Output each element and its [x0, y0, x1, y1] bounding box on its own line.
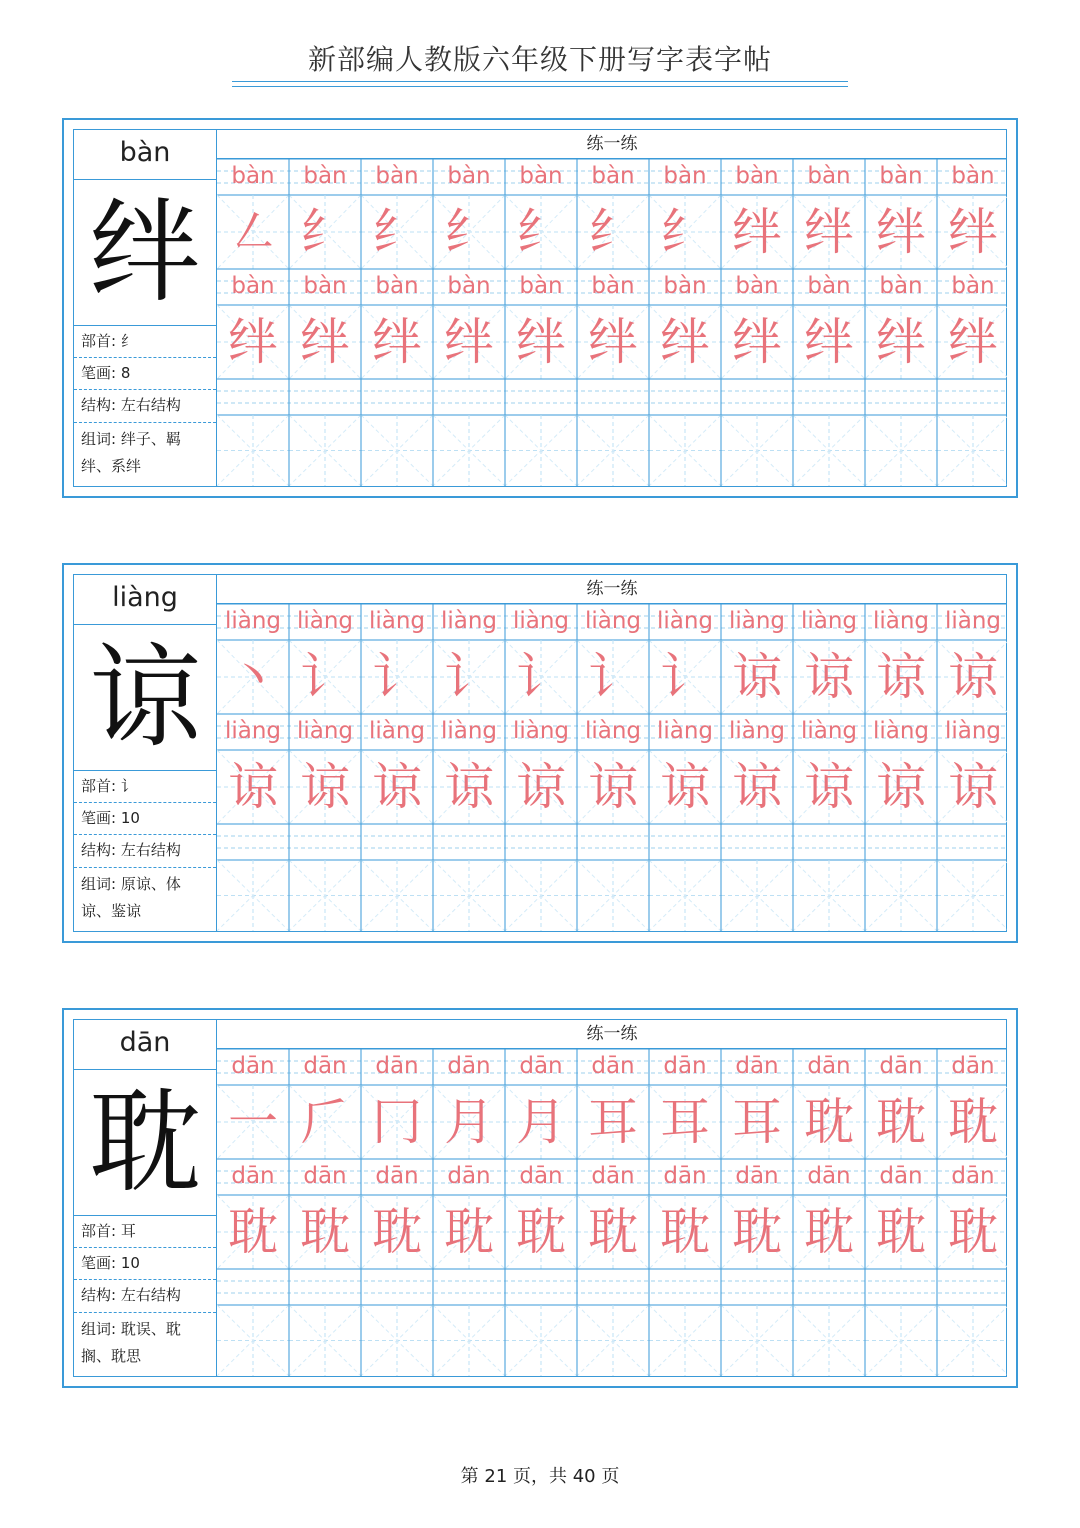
radical-info: 部首: 讠 [74, 771, 216, 803]
trace-character: 耽 [300, 1203, 350, 1261]
trace-stroke-character: 纟 [588, 203, 638, 261]
main-character: 谅 [74, 625, 216, 771]
trace-character: 谅 [732, 758, 782, 816]
practice-pinyin: bàn [375, 273, 419, 299]
trace-character: 绊 [588, 313, 638, 371]
practice-pinyin: dān [519, 1163, 563, 1189]
practice-pinyin: bàn [807, 273, 851, 299]
trace-stroke-character: 耽 [804, 1093, 854, 1151]
practice-pinyin: dān [663, 1053, 707, 1079]
practice-pinyin: dān [447, 1163, 491, 1189]
trace-stroke-character: 纟 [660, 203, 710, 261]
practice-pinyin: bàn [951, 273, 995, 299]
trace-stroke-character: 谅 [876, 648, 926, 706]
page-title: 新部编人教版六年级下册写字表字帖 [307, 43, 772, 76]
trace-stroke-character: 讠 [372, 648, 422, 706]
trace-stroke-character: 讠 [588, 648, 638, 706]
practice-pinyin: bàn [591, 163, 635, 189]
practice-pinyin: dān [375, 1163, 419, 1189]
trace-stroke-character: 耳 [732, 1093, 782, 1151]
practice-pinyin: dān [231, 1053, 275, 1079]
practice-pinyin: dān [519, 1053, 563, 1079]
practice-pinyin: bàn [447, 273, 491, 299]
trace-character: 耽 [876, 1203, 926, 1261]
practice-pinyin: liàng [296, 718, 354, 744]
practice-pinyin: liàng [368, 608, 426, 634]
practice-pinyin: dān [879, 1053, 923, 1079]
practice-pinyin: bàn [591, 273, 635, 299]
character-info-panel [74, 575, 217, 931]
title-underline-2 [232, 86, 848, 87]
practice-heading: 练一练 [217, 575, 1007, 604]
trace-stroke-character: 一 [228, 1093, 278, 1151]
trace-character: 谅 [300, 758, 350, 816]
trace-character: 耽 [588, 1203, 638, 1261]
practice-pinyin: dān [303, 1053, 347, 1079]
practice-pinyin: liàng [656, 718, 714, 744]
trace-character: 耽 [516, 1203, 566, 1261]
trace-stroke-character: 月 [516, 1093, 566, 1151]
practice-pinyin: liàng [584, 608, 642, 634]
trace-character: 耽 [228, 1203, 278, 1261]
practice-grid [217, 575, 1007, 931]
trace-stroke-character: 谅 [948, 648, 998, 706]
radical-info: 部首: 纟 [74, 326, 216, 358]
practice-pinyin: bàn [375, 163, 419, 189]
trace-stroke-character: ㇜ [228, 203, 278, 261]
practice-pinyin: liàng [224, 608, 282, 634]
practice-grid [217, 130, 1007, 486]
practice-pinyin: liàng [944, 608, 1002, 634]
main-pinyin: dān [74, 1020, 216, 1070]
trace-character: 绊 [300, 313, 350, 371]
trace-character: 谅 [372, 758, 422, 816]
practice-pinyin: dān [735, 1163, 779, 1189]
trace-character: 谅 [588, 758, 638, 816]
trace-stroke-character: 耽 [948, 1093, 998, 1151]
practice-heading: 练一练 [217, 130, 1007, 159]
practice-pinyin: bàn [807, 163, 851, 189]
practice-pinyin: dān [447, 1053, 491, 1079]
practice-pinyin: bàn [735, 163, 779, 189]
practice-pinyin: bàn [519, 273, 563, 299]
structure-info: 结构: 左右结构 [74, 390, 216, 423]
practice-pinyin: dān [951, 1163, 995, 1189]
practice-pinyin: bàn [879, 163, 923, 189]
trace-stroke-character: 讠 [300, 648, 350, 706]
practice-pinyin: dān [591, 1053, 635, 1079]
trace-stroke-character: 纟 [300, 203, 350, 261]
practice-pinyin: liàng [584, 718, 642, 744]
trace-stroke-character: 丶 [228, 648, 278, 706]
trace-stroke-character: 讠 [660, 648, 710, 706]
practice-pinyin: dān [231, 1163, 275, 1189]
practice-pinyin: bàn [447, 163, 491, 189]
trace-character: 谅 [876, 758, 926, 816]
practice-pinyin: dān [735, 1053, 779, 1079]
trace-character: 绊 [228, 313, 278, 371]
practice-pinyin: bàn [663, 273, 707, 299]
practice-pinyin: liàng [296, 608, 354, 634]
trace-character: 绊 [948, 313, 998, 371]
practice-pinyin: bàn [951, 163, 995, 189]
practice-pinyin: bàn [879, 273, 923, 299]
trace-stroke-character: 纟 [516, 203, 566, 261]
trace-character: 耽 [948, 1203, 998, 1261]
stroke-count-info: 笔画: 10 [74, 1248, 216, 1280]
practice-pinyin: liàng [656, 608, 714, 634]
practice-pinyin: bàn [303, 163, 347, 189]
practice-pinyin: dān [663, 1163, 707, 1189]
practice-pinyin: dān [807, 1163, 851, 1189]
trace-character: 谅 [444, 758, 494, 816]
practice-pinyin: liàng [512, 608, 570, 634]
trace-stroke-character: 耳 [660, 1093, 710, 1151]
practice-pinyin: liàng [872, 718, 930, 744]
practice-grid [217, 1020, 1007, 1376]
character-card [62, 563, 1018, 943]
practice-pinyin: liàng [440, 608, 498, 634]
trace-stroke-character: 谅 [804, 648, 854, 706]
main-character: 绊 [74, 180, 216, 326]
trace-stroke-character: 绊 [732, 203, 782, 261]
trace-character: 绊 [516, 313, 566, 371]
trace-stroke-character: 纟 [444, 203, 494, 261]
trace-stroke-character: 讠 [444, 648, 494, 706]
practice-pinyin: bàn [663, 163, 707, 189]
practice-pinyin: liàng [800, 718, 858, 744]
practice-pinyin: dān [375, 1053, 419, 1079]
main-pinyin: liàng [74, 575, 216, 625]
trace-character: 耽 [444, 1203, 494, 1261]
character-info-panel [74, 1020, 217, 1376]
title-underline [232, 81, 848, 82]
trace-character: 绊 [444, 313, 494, 371]
trace-character: 谅 [516, 758, 566, 816]
trace-stroke-character: 绊 [804, 203, 854, 261]
practice-pinyin: bàn [735, 273, 779, 299]
page-number: 第 21 页，共 40 页 [460, 1466, 620, 1487]
practice-pinyin: liàng [368, 718, 426, 744]
trace-stroke-character: 冂 [372, 1093, 422, 1151]
practice-pinyin: bàn [231, 163, 275, 189]
card-inner [73, 1019, 1007, 1377]
trace-stroke-character: 耳 [588, 1093, 638, 1151]
practice-pinyin: bàn [231, 273, 275, 299]
trace-character: 耽 [372, 1203, 422, 1261]
practice-pinyin: liàng [728, 718, 786, 744]
practice-pinyin: bàn [303, 273, 347, 299]
character-card [62, 1008, 1018, 1388]
practice-heading: 练一练 [217, 1020, 1007, 1049]
practice-pinyin: dān [951, 1053, 995, 1079]
trace-character: 谅 [948, 758, 998, 816]
trace-character: 谅 [660, 758, 710, 816]
practice-pinyin: dān [879, 1163, 923, 1189]
trace-character: 绊 [732, 313, 782, 371]
trace-character: 耽 [732, 1203, 782, 1261]
trace-stroke-character: 绊 [948, 203, 998, 261]
trace-character: 谅 [804, 758, 854, 816]
character-info-panel [74, 130, 217, 486]
trace-character: 绊 [372, 313, 422, 371]
trace-character: 绊 [876, 313, 926, 371]
trace-character: 耽 [660, 1203, 710, 1261]
practice-pinyin: liàng [224, 718, 282, 744]
trace-character: 谅 [228, 758, 278, 816]
practice-pinyin: liàng [872, 608, 930, 634]
trace-character: 绊 [660, 313, 710, 371]
main-character: 耽 [74, 1070, 216, 1216]
practice-pinyin: dān [303, 1163, 347, 1189]
character-card [62, 118, 1018, 498]
practice-pinyin: dān [807, 1053, 851, 1079]
word-examples: 组词: 耽误、耽搁、耽思 [81, 1320, 181, 1365]
trace-character: 耽 [804, 1203, 854, 1261]
trace-stroke-character: 𠂆 [300, 1093, 350, 1151]
practice-pinyin: liàng [944, 718, 1002, 744]
trace-stroke-character: 耽 [876, 1093, 926, 1151]
trace-stroke-character: 月 [444, 1093, 494, 1151]
word-examples: 组词: 原谅、体谅、鉴谅 [81, 875, 181, 920]
trace-stroke-character: 纟 [372, 203, 422, 261]
practice-pinyin: liàng [512, 718, 570, 744]
card-inner [73, 129, 1007, 487]
trace-stroke-character: 讠 [516, 648, 566, 706]
stroke-count-info: 笔画: 10 [74, 803, 216, 835]
trace-stroke-character: 绊 [876, 203, 926, 261]
structure-info: 结构: 左右结构 [74, 1280, 216, 1313]
trace-stroke-character: 谅 [732, 648, 782, 706]
trace-character: 绊 [804, 313, 854, 371]
practice-pinyin: bàn [519, 163, 563, 189]
radical-info: 部首: 耳 [74, 1216, 216, 1248]
main-pinyin: bàn [74, 130, 216, 180]
word-examples: 组词: 绊子、羁绊、系绊 [81, 430, 181, 475]
stroke-count-info: 笔画: 8 [74, 358, 216, 390]
practice-pinyin: liàng [440, 718, 498, 744]
practice-pinyin: liàng [800, 608, 858, 634]
card-inner [73, 574, 1007, 932]
structure-info: 结构: 左右结构 [74, 835, 216, 868]
practice-pinyin: liàng [728, 608, 786, 634]
practice-pinyin: dān [591, 1163, 635, 1189]
